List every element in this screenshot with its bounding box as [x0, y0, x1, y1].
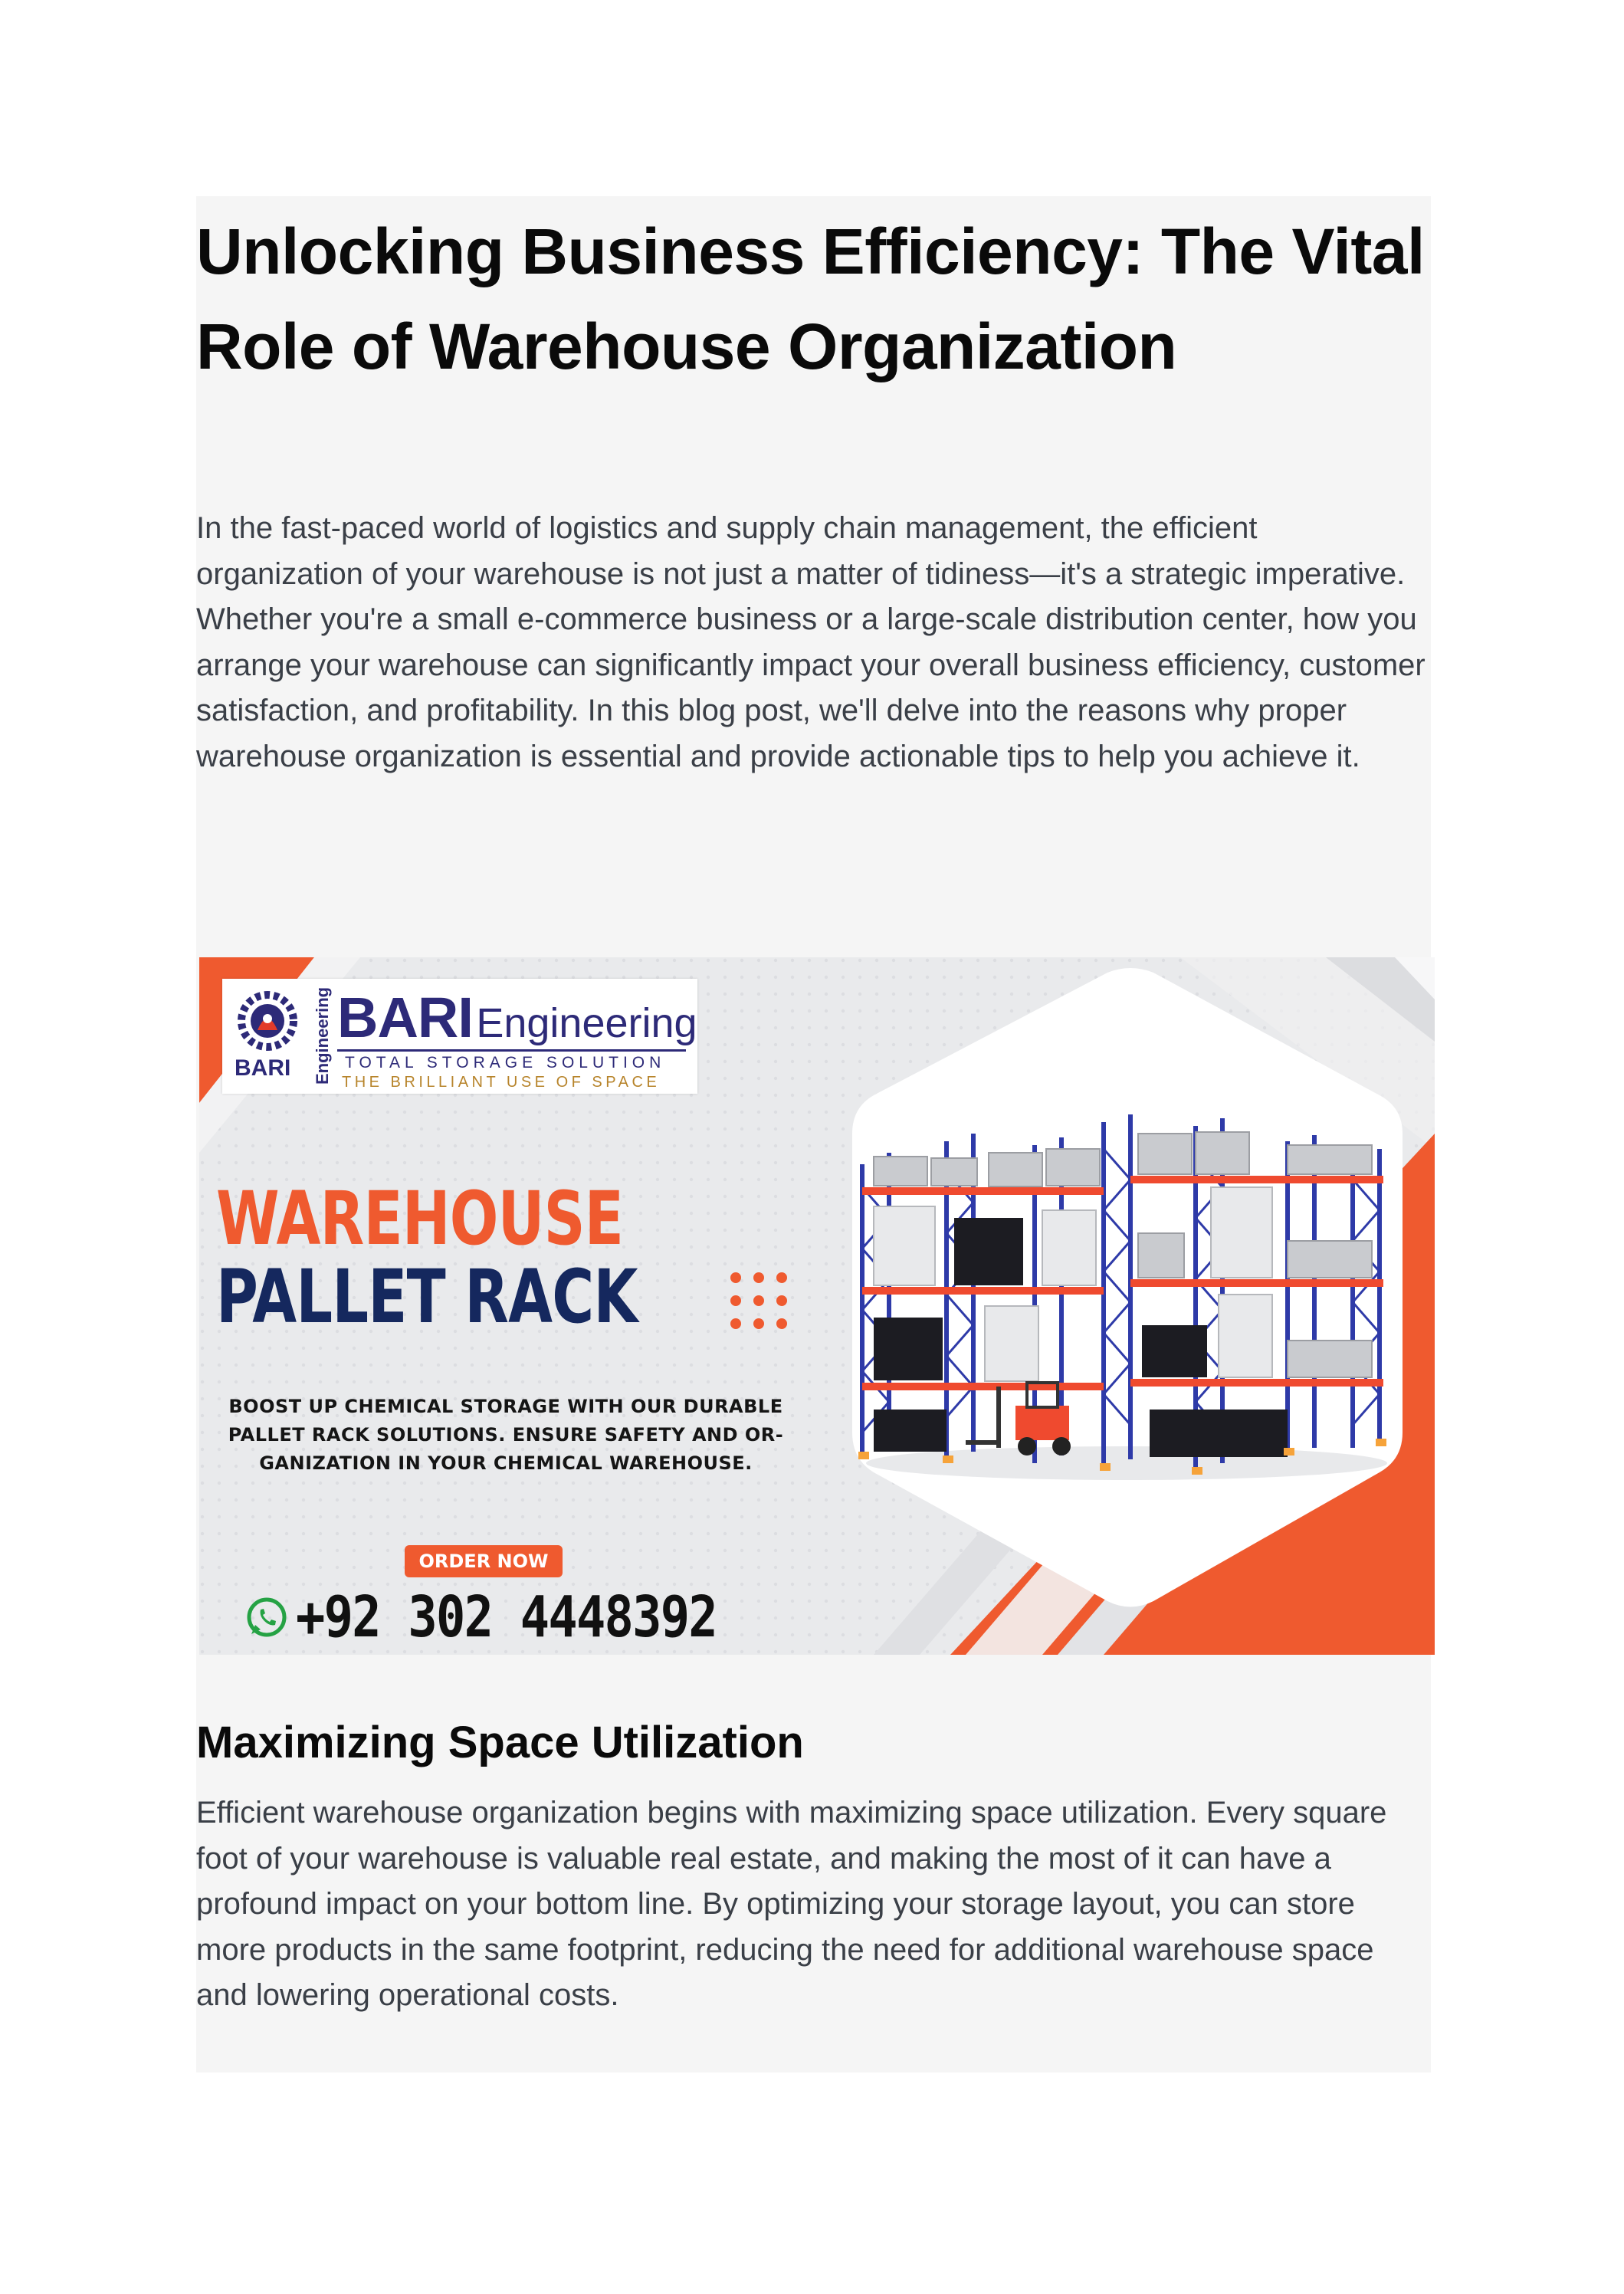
logo-tagline-secondary: THE BRILLIANT USE OF SPACE — [342, 1074, 661, 1091]
banner-subtext: BOOST UP CHEMICAL STORAGE WITH OUR DURABLE PALLET RACK SOLUTIONS. ENSURE SAFETY AND OR-GANIZATION IN YOUR CHEMICAL WAREHOUSE. — [228, 1396, 784, 1474]
bari-engineering-logo — [222, 979, 697, 1094]
phone-number: +92 302 4448392 — [296, 1584, 717, 1650]
section-paragraph: Efficient warehouse organization begins with maximizing space utilization. Every square foot of your warehouse is valuable real estate, and making the most of it can have a profound impact on your bottom line. By optimizing your storage layout, you can store more products in the same footprint, reducing the need for additional warehouse space and lowering operational costs. — [196, 1796, 1387, 2012]
logo-divider — [337, 1049, 686, 1052]
banner-headline-warehouse: WAREHOUSE — [216, 1176, 624, 1262]
logo-brand-bold: BARI — [337, 986, 473, 1049]
order-now-button[interactable]: ORDER NOW — [405, 1545, 563, 1577]
warehouse-pallet-rack-banner — [199, 957, 1435, 1655]
banner-headline — [216, 1176, 638, 1340]
logo-emblem-text: BARI — [235, 1055, 291, 1081]
page-title: Unlocking Business Efficiency: The Vital Role of Warehouse Organization — [196, 215, 1425, 382]
logo-brand-name — [337, 985, 697, 1050]
whatsapp-icon — [245, 1596, 288, 1639]
logo-tagline-primary: TOTAL STORAGE SOLUTION — [345, 1054, 666, 1072]
decorative-dots-icon — [728, 1270, 794, 1336]
article-body — [196, 196, 1431, 2072]
logo-brand-light: Engineering — [476, 1000, 697, 1046]
section-heading: Maximizing Space Utilization — [196, 1718, 804, 1767]
gear-emblem-icon — [235, 988, 300, 1054]
intro-paragraph: In the fast-paced world of logistics and supply chain management, the efficient organization of your warehouse is not just a matter of tidiness—it's a strategic imperative. Whether you're a small e-commerce business or a large-scale distribution center, how you arrange your warehouse can significantly impact your overall business efficiency, customer satisfaction, and profitability. In this blog post, we'll delve into the reasons why proper warehouse organization is essential and provide actionable tips to help you achieve it. — [196, 511, 1426, 773]
banner-headline-pallet-rack: PALLET RACK — [216, 1254, 638, 1340]
logo-vertical-text: Engineering — [313, 986, 332, 1085]
